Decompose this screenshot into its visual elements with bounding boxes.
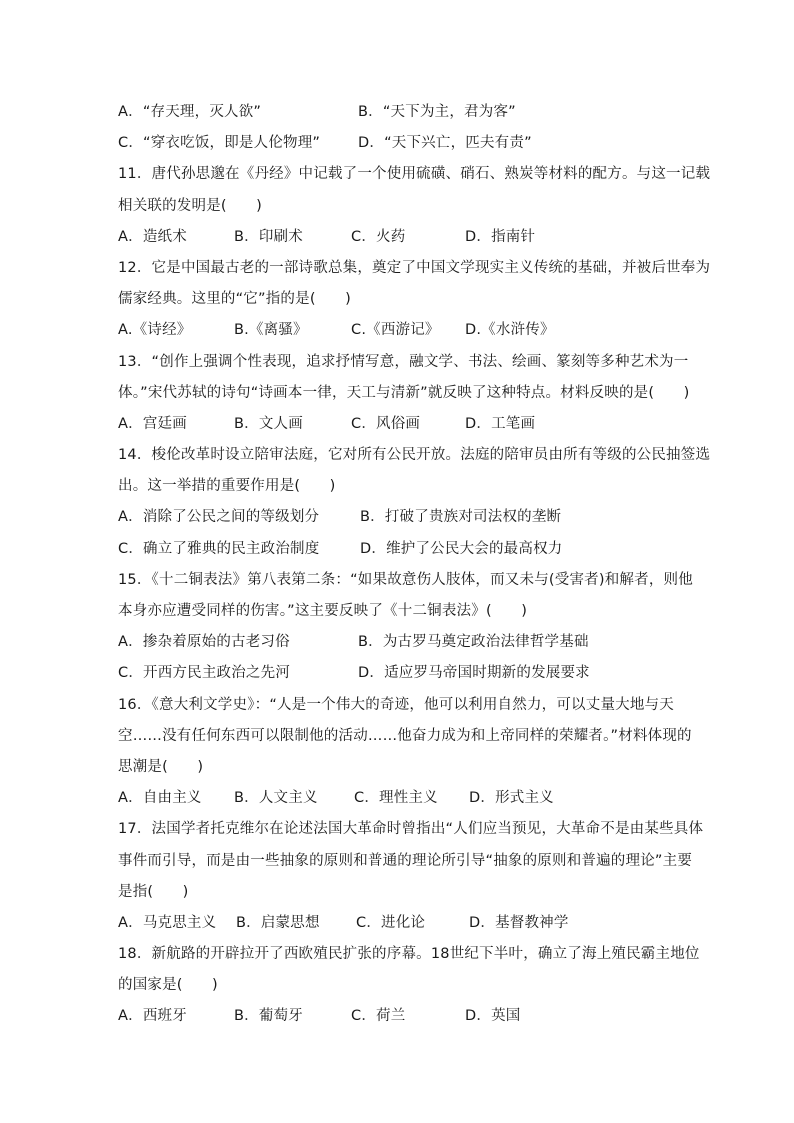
q16-stem-line-1: 16．《意大利文学史》：“人是一个伟大的奇迹，他可以利用自然力，可以丈量大地与天	[118, 696, 674, 713]
q11-option-b: B．印刷术	[234, 228, 303, 245]
q11-option-c: C．火药	[351, 228, 406, 245]
q15-option-b: B．为古罗马奠定政治法律哲学基础	[358, 634, 589, 651]
q12-stem-line-2: 儒家经典。这里的“它”指的是( )	[118, 291, 351, 308]
q18-options	[118, 1001, 678, 1032]
q14-option-c: C．确立了雅典的民主政治制度	[118, 540, 320, 557]
q14-option-a: A．消除了公民之间的等级划分	[118, 509, 320, 526]
q15-stem-line-1: 15．《十二铜表法》第八表第二条：“如果故意伤人肢体，而又未与(受害者)和解者，则他	[118, 571, 693, 588]
q16-stem-line-3: 思潮是( )	[118, 758, 204, 775]
q10-option-b: B．“天下为主，君为客”	[358, 104, 516, 120]
q18-option-c: C．荷兰	[351, 1008, 406, 1025]
q10-options-row-1	[118, 97, 678, 128]
q12-option-c: C.《西游记》	[351, 322, 440, 339]
q17-option-d: D．基督教神学	[469, 914, 569, 931]
q14-options-row-2	[118, 534, 678, 565]
q12-options	[118, 315, 678, 346]
q15-stem-line-2: 本身亦应遭受同样的伤害。”这主要反映了《十二铜表法》( )	[118, 603, 528, 619]
q17-option-c: C．进化论	[356, 914, 426, 931]
q16-stem-line-2: 空……没有任何东西可以限制他的活动……他奋力成为和上帝同样的荣耀者。”材料体现的	[118, 727, 692, 744]
q13-stem-line-2: 体。”宋代苏轼的诗句“诗画本一律，天工与清新”就反映了这种特点。材料反映的是( )	[118, 384, 690, 401]
q12-option-b: B.《离骚》	[234, 322, 308, 339]
q17-option-b: B．启蒙思想	[236, 914, 320, 931]
q17-stem-line-2: 事件而引导，而是由一些抽象的原则和普通的理论所引导“抽象的原则和普遍的理论”主要	[118, 852, 693, 869]
q17-stem-line-3: 是指( )	[118, 883, 189, 900]
q11-stem-line-2: 相关联的发明是( )	[118, 197, 263, 214]
q18-option-b: B．葡萄牙	[234, 1008, 303, 1025]
q18-option-d: D．英国	[465, 1008, 521, 1025]
q11-stem-line-1: 11．唐代孙思邈在《丹经》中记载了一个使用硫磺、硝石、熟炭等材料的配方。与这一记载	[118, 166, 711, 183]
q15-options-row-2	[118, 658, 678, 689]
q11-options	[118, 222, 678, 253]
q17-stem-line-1: 17．法国学者托克维尔在论述法国大革命时曾指出“人们应当预见，大革命不是由某些具体	[118, 821, 704, 838]
q11-option-d: D．指南针	[465, 228, 536, 245]
q15-options-row-1	[118, 627, 678, 658]
q16-option-d: D．形式主义	[469, 790, 554, 807]
q16-option-a: A．自由主义	[118, 790, 202, 807]
q14-option-d: D．维护了公民大会的最高权力	[360, 540, 563, 557]
q14-options-row-1	[118, 502, 678, 533]
q13-options	[118, 409, 678, 440]
q10-option-c: C．“穿衣吃饭，即是人伦物理”	[118, 135, 321, 152]
q18-option-a: A．西班牙	[118, 1008, 187, 1025]
q16-option-b: B．人文主义	[234, 790, 318, 807]
q12-option-a: A.《诗经》	[118, 322, 192, 339]
q14-stem-line-2: 出。这一举措的重要作用是( )	[118, 478, 336, 495]
q14-stem-line-1: 14．梭伦改革时设立陪审法庭，它对所有公民开放。法庭的陪审员由所有等级的公民抽签选	[118, 447, 711, 464]
q17-option-a: A．马克思主义	[118, 914, 217, 931]
q18-stem-line-1: 18．新航路的开辟拉开了西欧殖民扩张的序幕。18世纪下半叶，确立了海上殖民霸主地位	[118, 946, 700, 963]
question-list	[118, 97, 711, 1033]
q13-option-c: C．风俗画	[351, 415, 421, 432]
q13-option-a: A．宫廷画	[118, 415, 187, 432]
q16-option-c: C．理性主义	[354, 790, 438, 807]
q10-option-d: D．“天下兴亡，匹夫有责”	[358, 135, 532, 152]
q18-stem-line-2: 的国家是( )	[118, 977, 218, 994]
q16-options	[118, 783, 678, 814]
q13-option-b: B．文人画	[234, 415, 303, 432]
q15-option-c: C．开西方民主政治之先河	[118, 665, 291, 682]
q15-option-a: A．掺杂着原始的古老习俗	[118, 634, 290, 651]
q12-stem-line-1: 12．它是中国最古老的一部诗歌总集，奠定了中国文学现实主义传统的基础，并被后世奉为	[118, 259, 711, 276]
q10-option-a: A．“存天理，灭人欲”	[118, 104, 262, 120]
q13-stem-line-1: 13．“创作上强调个性表现，追求抒情写意，融文学、书法、绘画、篆刻等多种艺术为一	[118, 353, 689, 370]
q13-option-d: D．工笔画	[465, 415, 536, 432]
q10-options-row-2	[118, 128, 678, 159]
q12-option-d: D.《水浒传》	[465, 322, 555, 339]
q11-option-a: A．造纸术	[118, 228, 187, 245]
q14-option-b: B．打破了贵族对司法权的垄断	[360, 509, 562, 526]
q17-options	[118, 908, 678, 939]
q15-option-d: D．适应罗马帝国时期新的发展要求	[358, 665, 590, 682]
